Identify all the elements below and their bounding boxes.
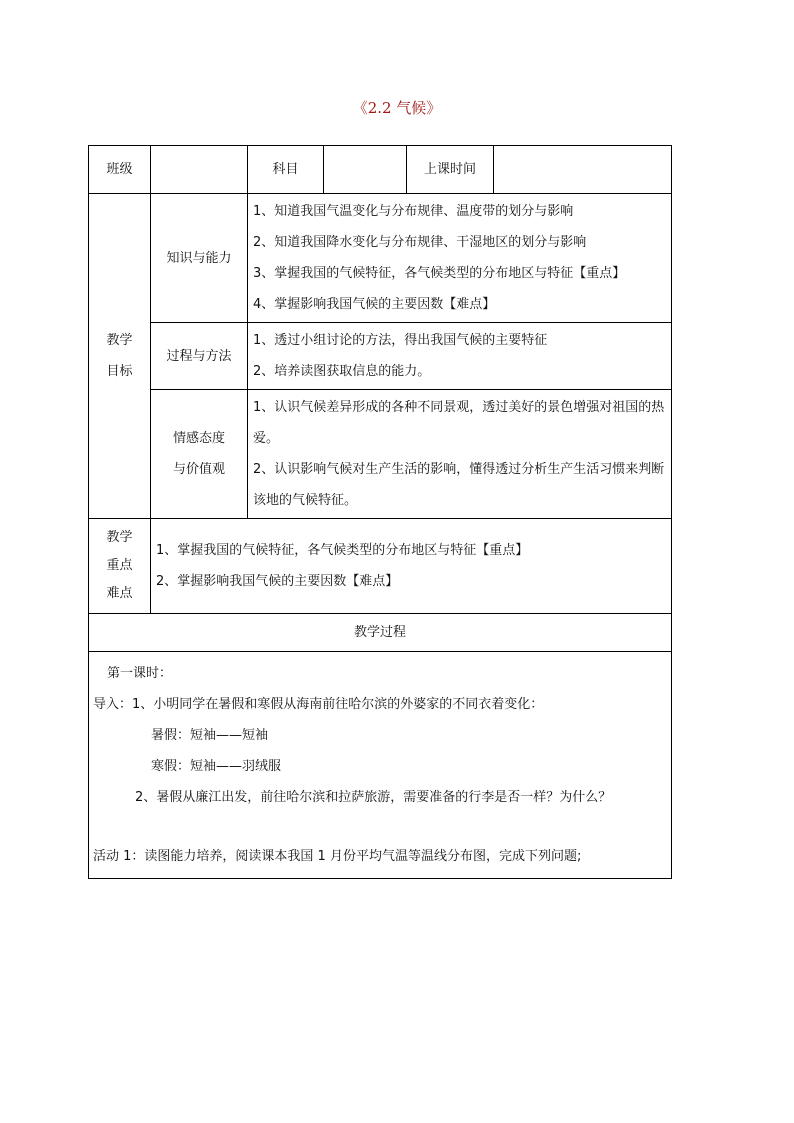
summer-text: 暑假：短袖——短袖: [151, 728, 269, 743]
list-item: 2、认识影响气候对生产生活的影响，懂得透过分析生产生活习惯来判断该地的气候特征。: [253, 462, 665, 508]
objectives-label: 教学 目标: [89, 194, 151, 519]
knowledge-label: 知识与能力: [151, 194, 248, 323]
knowledge-items: [248, 194, 672, 323]
process-items: [248, 323, 672, 390]
time-label: 上课时间: [407, 146, 494, 194]
key-points-items: [151, 519, 672, 614]
session-label: 第一课时：: [107, 666, 173, 681]
class-value-cell[interactable]: [151, 146, 248, 194]
key-points-row: [89, 519, 672, 614]
list-item: 1、透过小组讨论的方法，得出我国气候的主要特征: [253, 333, 548, 348]
document-title: 《2.2 气候》: [352, 99, 442, 117]
process-header-row: [89, 614, 672, 652]
list-item: 2、知道我国降水变化与分布规律、干湿地区的划分与影响: [253, 235, 587, 250]
subject-value-cell[interactable]: [324, 146, 407, 194]
header-row: [89, 146, 672, 194]
list-item: 4、掌握影响我国气候的主要因数【难点】: [253, 297, 496, 312]
question-two-text: 2、暑假从廉江出发，前往哈尔滨和拉萨旅游，需要准备的行李是否一样？为什么？: [135, 790, 612, 805]
lesson-content-row: [89, 652, 672, 879]
lesson-content: [89, 652, 672, 879]
list-item: 3、掌握我国的气候特征，各气候类型的分布地区与特征【重点】: [253, 266, 626, 281]
time-value-cell[interactable]: [494, 146, 672, 194]
emotion-items: [248, 390, 672, 519]
list-item: 2、培养读图获取信息的能力。: [253, 364, 431, 379]
objectives-process-row: [89, 323, 672, 390]
lesson-plan-table: [88, 145, 672, 879]
class-label: 班级: [89, 146, 151, 194]
subject-label: 科目: [248, 146, 324, 194]
key-points-label: 教学 重点 难点: [89, 519, 151, 614]
objectives-knowledge-row: [89, 194, 672, 323]
process-header: 教学过程: [89, 614, 672, 652]
process-method-label: 过程与方法: [151, 323, 248, 390]
list-item: 1、掌握我国的气候特征，各气候类型的分布地区与特征【重点】: [156, 543, 529, 558]
objectives-emotion-row: [89, 390, 672, 519]
activity-one-text: 活动 1：读图能力培养，阅读课本我国 1 月份平均气温等温线分布图，完成下列问题;: [93, 849, 582, 864]
intro-text: 导入：1、小明同学在暑假和寒假从海南前往哈尔滨的外婆家的不同衣着变化：: [93, 697, 544, 712]
list-item: 2、掌握影响我国气候的主要因数【难点】: [156, 574, 399, 589]
list-item: 1、认识气候差异形成的各种不同景观，透过美好的景色增强对祖国的热爱。: [253, 400, 665, 446]
emotion-label: 情感态度 与价值观: [151, 390, 248, 519]
list-item: 1、知道我国气温变化与分布规律、温度带的划分与影响: [253, 204, 574, 219]
winter-text: 寒假：短袖——羽绒服: [151, 759, 282, 774]
